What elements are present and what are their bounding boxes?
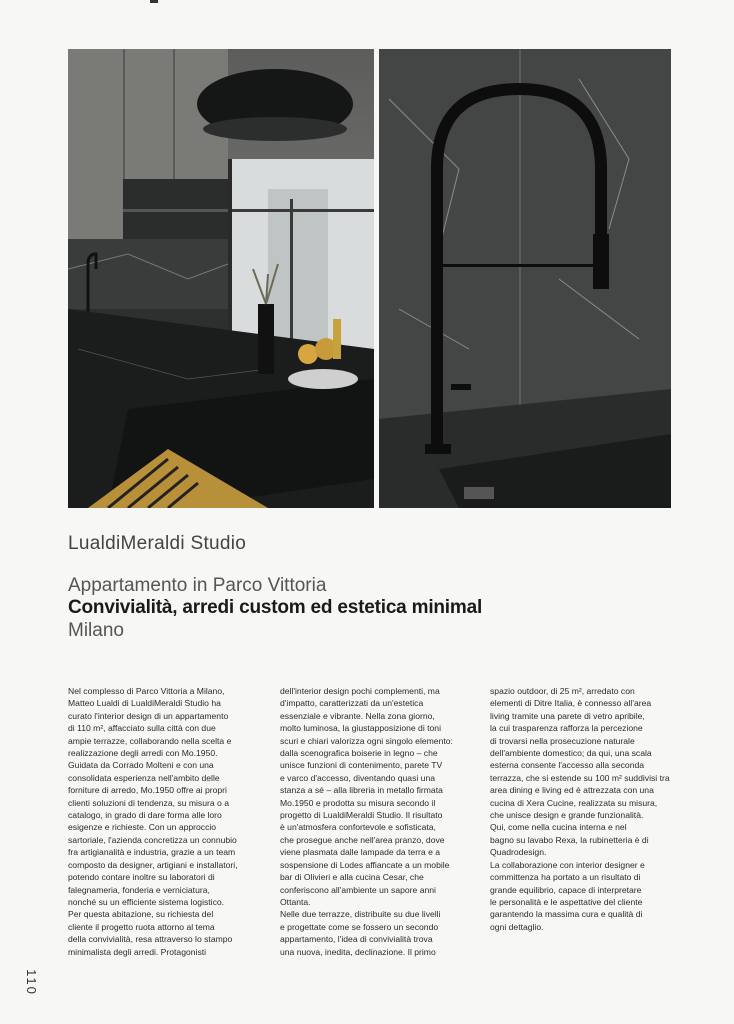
text-line: terrazza, che si estende su 100 m² suddivisi tra (490, 772, 670, 783)
text-line: garantendo la massima cura e qualità di (490, 909, 643, 920)
text-line: progetto di LualdiMeraldi Studio. Il risultato (280, 810, 443, 821)
text-line: ampie terrazze, collaborando nella scelta e (68, 735, 232, 746)
text-line: essenziale e vibrante. Nella zona giorno, (280, 710, 435, 721)
text-line: bagno su lavabo Rexa, la rubinetteria è di (490, 834, 649, 845)
text-line: è un'atmosfera confortevole e sofisticata, (280, 822, 436, 833)
text-line: composto da designer, artigiani e installatori, (68, 859, 238, 870)
text-line: appartamento, l'idea di convivialità trova (280, 934, 433, 945)
text-column-1 (68, 685, 266, 958)
faucet-photo (379, 49, 671, 508)
text-line: e varco d'accesso, diventando quasi una (280, 772, 435, 783)
text-line: elementi di Ditre Italia, è connesso all'area (490, 698, 652, 709)
text-line: sospensione di Lodes affiancate a un mobile (280, 859, 450, 870)
text-line: area dining e living ed è attrezzata con una (490, 785, 654, 796)
text-line: forniture di arredo, Mo.1950 offre ai propri (68, 785, 227, 796)
text-line: dell'interior design pochi complementi, ma (280, 686, 440, 696)
article-city: Milano (68, 620, 124, 641)
kitchen-interior-photo (68, 49, 374, 508)
text-line: Matteo Lualdi di LualdiMeraldi Studio ha (68, 698, 221, 709)
text-line: esigenze e richieste. Con un approccio (68, 822, 217, 833)
text-line: realizzazione degli arredi con Mo.1950. (68, 748, 218, 759)
text-line: scuri e chiari valorizza ogni singolo elemento: (280, 735, 453, 746)
page-number-label: 110 (23, 969, 39, 996)
text-line: cucina di Xera Cucine, realizzata su misura, (490, 797, 658, 808)
text-line: minimalista degli arredi. Protagonisti (68, 946, 207, 957)
text-line: esterna consente l'accesso alla seconda (490, 760, 645, 771)
page-number (23, 965, 46, 1005)
text-line: clienti soluzioni di tendenza, su misura o a (68, 797, 229, 808)
text-line: consolidata esperienza nell'ambito delle (68, 772, 220, 783)
studio-name: LualdiMeraldi Studio (68, 533, 247, 554)
text-line: conferiscono all'ambiente un sapore anni (280, 884, 436, 895)
text-line: una nuova, inedita, declinazione. Il primo (280, 946, 436, 957)
text-line: che unisce design e grande funzionalità. (490, 810, 644, 821)
text-line: Nelle due terrazze, distribuite su due livelli (280, 909, 441, 920)
text-line: stanza a sé – alla libreria in metallo firmata (280, 785, 443, 796)
text-line: potendo contare inoltre su laboratori di (68, 872, 215, 883)
text-line: grande equilibrio, capace di interpretare (490, 884, 642, 895)
text-line: committenza ha portato a un risultato di (490, 872, 641, 883)
text-line: Nel complesso di Parco Vittoria a Milano, (68, 686, 225, 696)
text-column-3 (490, 685, 690, 933)
text-line: curato l'interior design di un appartamento (68, 710, 229, 721)
text-line: Qui, come nella cucina interna e nel (490, 822, 627, 833)
text-line: ogni dettaglio. (490, 921, 544, 932)
text-line: bar di Olivieri e alla cucina Cesar, che (280, 872, 424, 883)
text-line: La collaborazione con interior designer e (490, 859, 645, 870)
text-line: nonché su un efficiente sistema logistico. (68, 896, 225, 907)
text-line: molto luminosa, la giustapposizione di toni (280, 723, 441, 734)
text-line: Mo.1950 e prodotta su misura secondo il (280, 797, 436, 808)
top-edge-mark (150, 0, 158, 3)
text-line: dell'ambiente domestico; da qui, una scala (490, 748, 652, 759)
text-line: spazio outdoor, di 25 m², arredato con (490, 686, 635, 696)
text-line: dalla scenografica boiserie in legno – che (280, 748, 438, 759)
text-line: unisce funzioni di contenimento, parete TV (280, 760, 443, 771)
text-line: della convivialità, resa attraverso lo stampo (68, 934, 233, 945)
text-column-2 (280, 685, 478, 958)
text-line: e progettate come se fossero un secondo (280, 921, 439, 932)
text-line: sartoriale, l'azienda concretizza un connubio (68, 834, 237, 845)
text-line: d'impatto, caratterizzati da un'estetica (280, 698, 424, 709)
text-line: cliente il progetto ruota attorno al tema (68, 921, 215, 932)
text-line: di trovarsi nella prosecuzione naturale (490, 735, 635, 746)
text-line: living tramite una parete di vetro apribile, (490, 710, 645, 721)
article-headline: Convivialità, arredi custom ed estetica minimal (68, 597, 483, 618)
text-line: Ottanta. (280, 896, 311, 907)
text-line: di 110 m², affacciato sulla città con due (68, 723, 216, 734)
text-line: Per questa abitazione, su richiesta del (68, 909, 214, 920)
text-line: fra artigianalità e industria, grazie a un team (68, 847, 236, 858)
text-line: catalogo, in grado di dare forma alle loro (68, 810, 222, 821)
text-line: Quadrodesign. (490, 847, 547, 858)
text-line: viene plasmata dalle lampade da terra e a (280, 847, 441, 858)
text-line: che prosegue anche nell'area pranzo, dove (280, 834, 445, 845)
text-line: falegnameria, fonderia e verniciatura, (68, 884, 210, 895)
text-line: Guidata da Corrado Molteni e con una (68, 760, 214, 771)
project-title: Appartamento in Parco Vittoria (68, 575, 327, 596)
text-line: le personalità e le aspettative del cliente (490, 896, 643, 907)
text-line: la cui trasparenza rafforza la percezione (490, 723, 643, 734)
